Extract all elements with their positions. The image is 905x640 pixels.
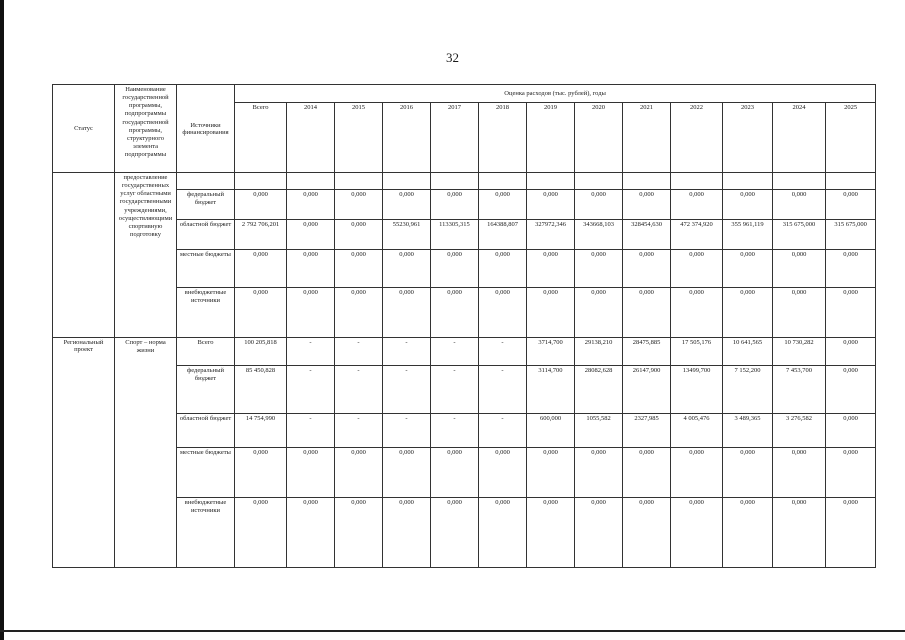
header-name: Наименование государственной программы, подпрограммы государственной программы, структурного элемента подпрограммы xyxy=(115,85,177,173)
value-cell: 600,000 xyxy=(527,414,575,448)
value-cell: 1055,582 xyxy=(575,414,623,448)
value-cell: 0,000 xyxy=(431,190,479,220)
value-cell: 315 675,000 xyxy=(826,220,876,250)
value-cell: 0,000 xyxy=(287,190,335,220)
value-cell: 315 675,000 xyxy=(773,220,826,250)
value-cell: 0,000 xyxy=(287,448,335,498)
table-row xyxy=(53,414,876,448)
value-cell: 0,000 xyxy=(826,190,876,220)
expenditure-table xyxy=(52,84,876,568)
value-cell: 0,000 xyxy=(527,250,575,288)
value-cell: 113305,315 xyxy=(431,220,479,250)
column-header: 2021 xyxy=(623,103,671,173)
column-header: 2025 xyxy=(826,103,876,173)
value-cell: 0,000 xyxy=(431,250,479,288)
header-status: Статус xyxy=(53,85,115,173)
value-cell: 0,000 xyxy=(623,250,671,288)
block1-spacer-row xyxy=(53,173,876,190)
value-cell: 0,000 xyxy=(773,288,826,338)
value-cell: - xyxy=(287,338,335,366)
value-cell: 0,000 xyxy=(773,498,826,568)
value-cell: 0,000 xyxy=(335,250,383,288)
table-row xyxy=(53,366,876,414)
value-cell: - xyxy=(431,338,479,366)
value-cell: 0,000 xyxy=(527,448,575,498)
value-cell: 0,000 xyxy=(575,498,623,568)
value-cell: 0,000 xyxy=(335,220,383,250)
value-cell: 0,000 xyxy=(383,448,431,498)
value-cell: 0,000 xyxy=(623,190,671,220)
value-cell: 0,000 xyxy=(383,250,431,288)
value-cell: 0,000 xyxy=(575,190,623,220)
value-cell: - xyxy=(431,414,479,448)
value-cell: 0,000 xyxy=(383,190,431,220)
column-header: 2019 xyxy=(527,103,575,173)
value-cell: 28082,628 xyxy=(575,366,623,414)
table-row xyxy=(53,448,876,498)
value-cell: 0,000 xyxy=(287,250,335,288)
value-cell: 3114,700 xyxy=(527,366,575,414)
value-cell: 0,000 xyxy=(671,448,723,498)
value-cell: 10 641,565 xyxy=(723,338,773,366)
source-label: Всего xyxy=(177,338,235,366)
value-cell: - xyxy=(383,338,431,366)
value-cell: 0,000 xyxy=(287,498,335,568)
value-cell: - xyxy=(335,366,383,414)
value-cell: 0,000 xyxy=(671,498,723,568)
value-cell: - xyxy=(479,366,527,414)
value-cell: 0,000 xyxy=(527,190,575,220)
source-label: местные бюджеты xyxy=(177,250,235,288)
value-cell: 0,000 xyxy=(287,288,335,338)
value-cell: 3714,700 xyxy=(527,338,575,366)
value-cell: 0,000 xyxy=(826,414,876,448)
block1-name: предоставление государственных услуг областными государственными учреждениями, осуществляющими спортивную подготовку xyxy=(115,173,177,338)
value-cell: 327972,346 xyxy=(527,220,575,250)
value-cell: 0,000 xyxy=(826,288,876,338)
value-cell: 14 754,990 xyxy=(235,414,287,448)
source-label: внебюджетные источники xyxy=(177,288,235,338)
value-cell: 3 276,582 xyxy=(773,414,826,448)
source-label: областной бюджет xyxy=(177,414,235,448)
value-cell: 0,000 xyxy=(826,448,876,498)
value-cell: 0,000 xyxy=(235,190,287,220)
value-cell: 0,000 xyxy=(623,498,671,568)
value-cell: 0,000 xyxy=(431,448,479,498)
value-cell: 0,000 xyxy=(287,220,335,250)
value-cell: 0,000 xyxy=(826,338,876,366)
value-cell: 0,000 xyxy=(383,288,431,338)
value-cell: 343668,103 xyxy=(575,220,623,250)
value-cell: 7 152,200 xyxy=(723,366,773,414)
header-row xyxy=(53,85,876,103)
value-cell: 0,000 xyxy=(335,190,383,220)
value-cell: 0,000 xyxy=(479,498,527,568)
block1-status xyxy=(53,173,115,338)
value-cell: 0,000 xyxy=(235,250,287,288)
value-cell: 328454,630 xyxy=(623,220,671,250)
value-cell: 0,000 xyxy=(335,288,383,338)
value-cell: 0,000 xyxy=(671,288,723,338)
value-cell: - xyxy=(287,414,335,448)
value-cell: 0,000 xyxy=(235,288,287,338)
value-cell: 2 792 706,201 xyxy=(235,220,287,250)
value-cell: - xyxy=(335,414,383,448)
column-header: 2024 xyxy=(773,103,826,173)
value-cell: 55230,961 xyxy=(383,220,431,250)
value-cell: - xyxy=(479,414,527,448)
value-cell: 0,000 xyxy=(527,498,575,568)
value-cell: 164388,807 xyxy=(479,220,527,250)
column-header: 2014 xyxy=(287,103,335,173)
block2-name: Спорт – норма жизни xyxy=(115,338,177,568)
value-cell: - xyxy=(383,414,431,448)
scan-left-edge xyxy=(0,0,4,640)
value-cell: 355 961,119 xyxy=(723,220,773,250)
block2-status: Региональный проект xyxy=(53,338,115,568)
column-header: 2020 xyxy=(575,103,623,173)
value-cell: 10 730,282 xyxy=(773,338,826,366)
value-cell: 0,000 xyxy=(723,190,773,220)
column-header: 2022 xyxy=(671,103,723,173)
scan-bottom-edge xyxy=(0,630,905,632)
value-cell: - xyxy=(335,338,383,366)
value-cell: 85 450,828 xyxy=(235,366,287,414)
value-cell: 0,000 xyxy=(431,498,479,568)
source-label: областной бюджет xyxy=(177,220,235,250)
value-cell: 0,000 xyxy=(826,250,876,288)
value-cell: 472 374,920 xyxy=(671,220,723,250)
source-label: федеральный бюджет xyxy=(177,366,235,414)
value-cell: 0,000 xyxy=(335,498,383,568)
source-label: федеральный бюджет xyxy=(177,190,235,220)
value-cell: 0,000 xyxy=(575,448,623,498)
table-row xyxy=(53,250,876,288)
value-cell: 0,000 xyxy=(479,448,527,498)
table-row xyxy=(53,288,876,338)
value-cell: 0,000 xyxy=(671,190,723,220)
value-cell: 3 489,365 xyxy=(723,414,773,448)
value-cell: 0,000 xyxy=(235,448,287,498)
value-cell: 0,000 xyxy=(235,498,287,568)
value-cell: 17 505,176 xyxy=(671,338,723,366)
table-row xyxy=(53,190,876,220)
value-cell: 0,000 xyxy=(623,288,671,338)
value-cell: 0,000 xyxy=(671,250,723,288)
value-cell: 4 005,476 xyxy=(671,414,723,448)
value-cell: 13499,700 xyxy=(671,366,723,414)
value-cell: 0,000 xyxy=(773,250,826,288)
source-label: местные бюджеты xyxy=(177,448,235,498)
value-cell: 0,000 xyxy=(575,288,623,338)
value-cell: 29138,210 xyxy=(575,338,623,366)
header-cost-estimate: Оценка расходов (тыс. рублей), годы xyxy=(235,85,876,103)
value-cell: 0,000 xyxy=(623,448,671,498)
value-cell: 100 205,818 xyxy=(235,338,287,366)
column-header: 2015 xyxy=(335,103,383,173)
value-cell: 0,000 xyxy=(479,288,527,338)
table-row xyxy=(53,498,876,568)
value-cell: - xyxy=(479,338,527,366)
value-cell: 0,000 xyxy=(773,190,826,220)
value-cell: 0,000 xyxy=(383,498,431,568)
value-cell: 0,000 xyxy=(826,498,876,568)
value-cell: 0,000 xyxy=(723,288,773,338)
column-header: 2018 xyxy=(479,103,527,173)
column-header: 2017 xyxy=(431,103,479,173)
value-cell: - xyxy=(287,366,335,414)
value-cell: 0,000 xyxy=(479,250,527,288)
value-cell: 28475,885 xyxy=(623,338,671,366)
value-cell: 2327,985 xyxy=(623,414,671,448)
value-cell: - xyxy=(383,366,431,414)
value-cell: 0,000 xyxy=(723,498,773,568)
value-cell: 0,000 xyxy=(431,288,479,338)
table-row xyxy=(53,220,876,250)
column-header: 2023 xyxy=(723,103,773,173)
value-cell: - xyxy=(431,366,479,414)
value-cell: 0,000 xyxy=(335,448,383,498)
value-cell: 0,000 xyxy=(723,250,773,288)
value-cell: 0,000 xyxy=(479,190,527,220)
column-header: 2016 xyxy=(383,103,431,173)
source-label: внебюджетные источники xyxy=(177,498,235,568)
header-source: Источники финансирования xyxy=(177,85,235,173)
value-cell: 0,000 xyxy=(527,288,575,338)
value-cell: 7 453,700 xyxy=(773,366,826,414)
value-cell: 0,000 xyxy=(826,366,876,414)
table-row xyxy=(53,338,876,366)
value-cell: 0,000 xyxy=(575,250,623,288)
column-header: Всего xyxy=(235,103,287,173)
value-cell: 26147,900 xyxy=(623,366,671,414)
value-cell: 0,000 xyxy=(773,448,826,498)
page-number: 32 xyxy=(446,50,459,65)
value-cell: 0,000 xyxy=(723,448,773,498)
